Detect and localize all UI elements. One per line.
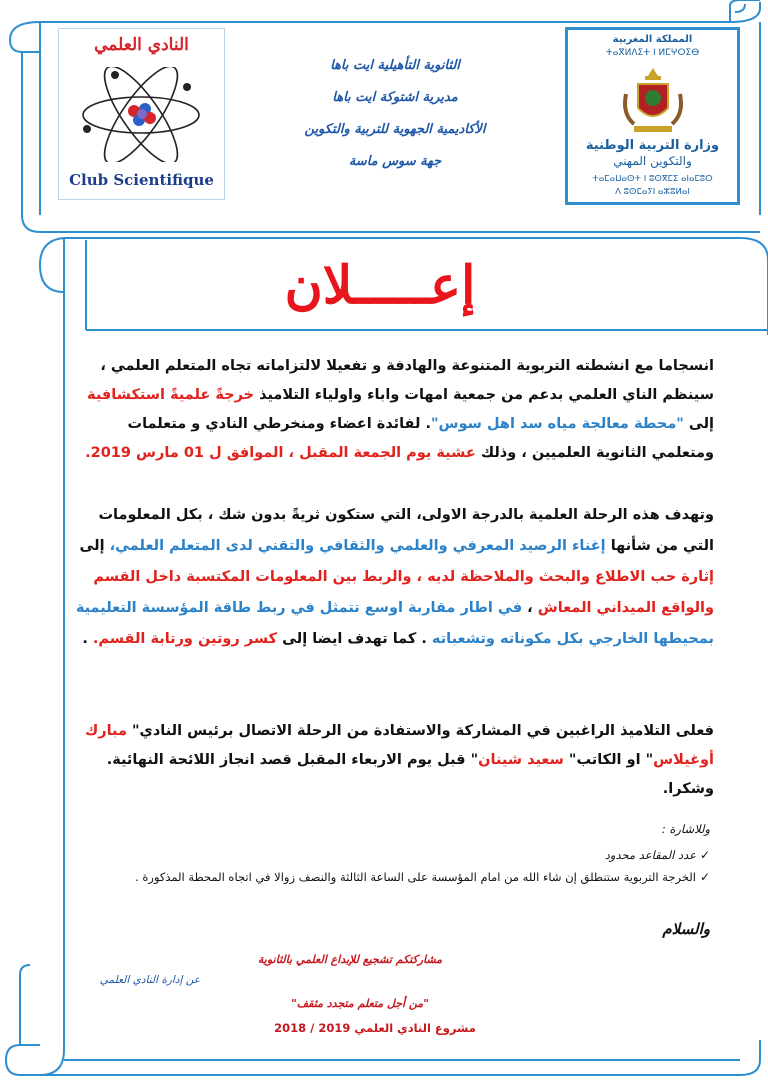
club-logo-latin-title: Club Scientifique <box>69 171 214 189</box>
text-run: . كما تهدف ايضا إلى <box>277 631 432 647</box>
text-run: انسجاما مع انشطته التربوية المتنوعة والهادفة و تفعيلا لالتزاماته تجاه المتعلم العلمي ، سينظم الناي العلمي بدعم من جمعية امهات واباء واولياء التلاميذ <box>100 358 714 403</box>
highlight-secretary: سعيد شينان <box>478 752 564 768</box>
text-run: إلى <box>79 538 110 554</box>
text-run: . <box>82 631 93 647</box>
closing-greeting: والسلام <box>662 920 710 938</box>
text-run: ، <box>522 600 538 616</box>
kingdom-arabic: المملكة المغربية <box>612 34 693 45</box>
notes-title: وللاشارة : <box>661 822 710 836</box>
ministry-name-arabic: وزارة التربية الوطنية <box>585 138 720 153</box>
note-text: عدد المقاعد محدود <box>604 848 696 862</box>
paragraph-goals <box>64 500 714 655</box>
ministry-name-arabic-2: والتكوين المهني <box>613 154 692 168</box>
text-run: " قبل يوم الاربعاء المقبل قصد انجاز اللائحة النهائية. وشكرا. <box>106 752 714 797</box>
ministry-logo <box>565 27 740 205</box>
highlight-trip: خرجةً علميةً استكشافية <box>87 387 255 403</box>
highlight-president: مبارك أوغيلاس <box>84 723 714 768</box>
paragraph-registration <box>64 717 714 804</box>
encouragement-line: مشاركتكم تشجيع للإبداع العلمي بالثانوية <box>257 953 443 966</box>
highlight-destination: "محطة معالجة مياه سد اهل سوس" <box>431 416 684 432</box>
highlight-institution: في اطار مقاربة اوسع تتمثل في ربط طاقة المؤسسة التعليمية بمحيطها الخارجي بكل مكوناته وتشعباته <box>75 600 714 647</box>
text-run: إلى <box>683 416 714 432</box>
note-item <box>60 846 710 865</box>
text-run: فعلى التلاميذ الراغبين في المشاركة والاستفادة من الرحلة الاتصال برئيس النادي" <box>126 723 714 739</box>
institution-line: مديرية اشتوكة ايت باها <box>332 90 458 105</box>
ministry-name-tifinagh-2: ⴷ ⵓⵙⵎⴰⵢⵏ ⴰⵣⵓⵍⴰⵏ <box>615 187 690 197</box>
highlight-knowledge: إغناء الرصيد المعرفي والعلمي والثقافي والتقني لدى المتعلم العلمي، <box>109 538 606 554</box>
text-run: وتهدف هذه الرحلة العلمية بالدرجة الاولى، التي ستكون ثريةً بدون شك ، بكل المعلومات التي من شأنها <box>98 507 714 554</box>
institution-heading <box>250 50 540 178</box>
club-scientifique-logo <box>58 28 225 200</box>
kingdom-tifinagh: ⵜⴰⴳⵍⴷⵉⵜ ⵏ ⵍⵎⵖⵔⵉⴱ <box>605 48 700 58</box>
note-item <box>60 868 710 887</box>
moroccan-coat-of-arms-icon <box>620 64 686 134</box>
text-run: " او الكاتب" <box>563 752 654 768</box>
ministry-name-tifinagh: ⵜⴰⵎⴰⵡⴰⵙⵜ ⵏ ⵓⵙⴳⵎⵉ ⴰⵏⴰⵎⵓⵔ <box>592 174 713 184</box>
note-text: الخرجة التربوية ستنطلق إن شاء الله من امام المؤسسة على الساعة الثالثة والنصف زوالا في اتجاه المحطة المذكورة . <box>135 870 696 884</box>
check-icon: ✓ <box>699 848 710 862</box>
atom-icon <box>79 67 204 162</box>
text-run: . لفائدة اعضاء ومنخرطي النادي و متعلمات ومتعلمي الثانوية العلميين ، وذلك <box>127 416 714 461</box>
highlight-routine: كسر روتين ورتابة القسم. <box>92 631 278 647</box>
paragraph-intro <box>64 352 714 468</box>
institution-line: الأكاديمية الجهوية للتربية والتكوين <box>304 122 486 137</box>
project-line: مشروع النادي العلمي 2019 / 2018 <box>274 1021 476 1035</box>
announcement-title: إعـــــلان <box>284 255 476 316</box>
slogan: "من أجل متعلم متجدد مثقف" <box>291 997 429 1010</box>
club-logo-arabic-title: النادي العلمي <box>94 35 189 55</box>
admin-signature: عن إدارة النادي العلمي <box>99 974 200 986</box>
institution-line: جهة سوس ماسة <box>348 154 442 169</box>
check-icon: ✓ <box>699 870 710 884</box>
institution-line: الثانوية التأهيلية ايت باها <box>330 58 460 73</box>
highlight-curiosity: إثارة حب الاطلاع والبحث والملاحظة لديه ، والربط بين المعلومات المكتسبة داخل القسم والواقع الميداني المعاش <box>93 569 714 616</box>
highlight-date: عشية يوم الجمعة المقبل ، الموافق ل 01 مارس 2019. <box>85 445 476 461</box>
